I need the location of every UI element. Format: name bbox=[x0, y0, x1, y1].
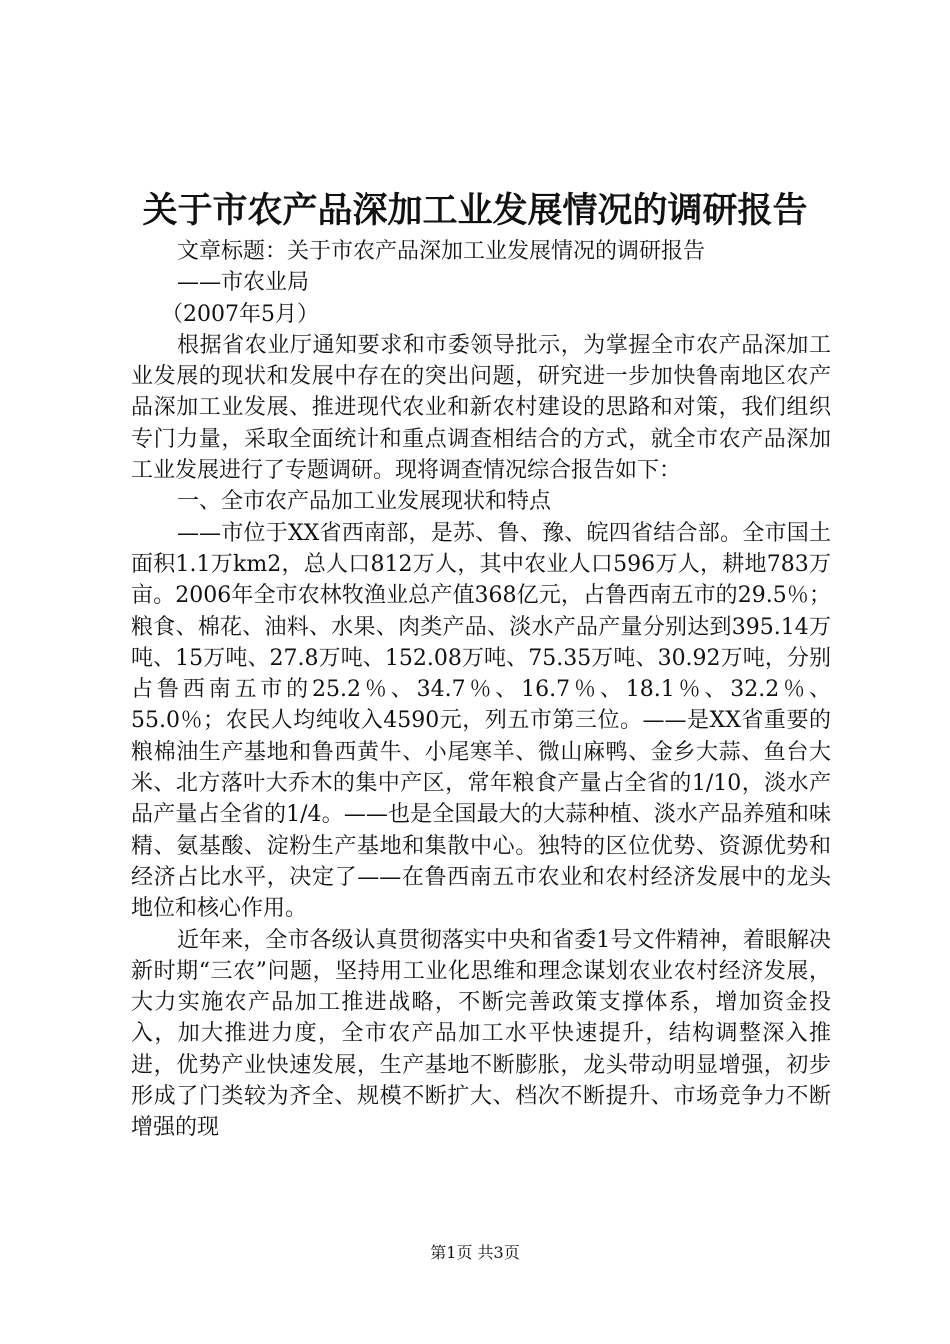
article-title-line: 文章标题：关于市农产品深加工业发展情况的调研报告 bbox=[177, 239, 706, 264]
paragraph-intro: 根据省农业厅通知要求和市委领导批示，为掌握全市农产品深加工业发展的现状和发展中存在的突出问题，研究进一步加快鲁南地区农产品深加工业发展、推进现代农业和新农村建设的思路和对策，我们组织专门力量，采取全面统计和重点调查相结合的方式，就全市农产品深加工业发展进行了专题调研。现将调查情况综合报告如下： bbox=[131, 332, 831, 484]
document-title: 关于市农产品深加工业发展情况的调研报告 bbox=[142, 190, 808, 231]
date-line: （2007年5月） bbox=[161, 301, 319, 327]
page-footer: 第1页 共3页 bbox=[430, 1243, 520, 1262]
paragraph-overview: ——市位于XX省西南部，是苏、鲁、豫、皖四省结合部。全市国土面积1.1万km2，总人口812万人，其中农业人口596万人，耕地783万亩。2006年全市农林牧渔业总产值368亿元，占鲁西南五市的29.5％；粮食、棉花、油料、水果、肉类产品、淡水产品产量分别达到395.14万吨、15万吨、27.8万吨、152.08万吨、75.35万吨、30.92万吨，分别占鲁西南五市的25.2％、34.7％、16.7％、18.1％、32.2％、55.0％；农民人均纯收入4590元，列五市第三位。——是XX省重要的粮棉油生产基地和鲁西黄牛、小尾寒羊、微山麻鸭、金乡大蒜、鱼台大米、北方落叶大乔木的集中产区，常年粮食产量占全省的1/10，淡水产品产量占全省的1/4。——也是全国最大的大蒜种植、淡水产品养殖和味精、氨基酸、淀粉生产基地和集散中心。独特的区位优势、资源优势和经济占比水平，决定了——在鲁西南五市农业和农村经济发展中的龙头地位和核心作用。 bbox=[131, 520, 831, 922]
section-heading: 一、全市农产品加工业发展现状和特点 bbox=[177, 489, 552, 515]
document-body bbox=[131, 236, 831, 1144]
author-line: ——市农业局 bbox=[177, 270, 310, 296]
paragraph-recent-years: 近年来，全市各级认真贯彻落实中央和省委1号文件精神，着眼解决新时期“三农”问题，坚持用工业化思维和理念谋划农业农村经济发展，大力实施农产品加工推进战略，不断完善政策支撑体系，增加资金投入，加大推进力度，全市农产品加工水平快速提升，结构调整深入推进，优势产业快速发展，生产基地不断膨胀，龙头带动明显增强，初步形成了门类较为齐全、规模不断扩大、档次不断提升、市场竞争力不断增强的现 bbox=[131, 927, 831, 1141]
